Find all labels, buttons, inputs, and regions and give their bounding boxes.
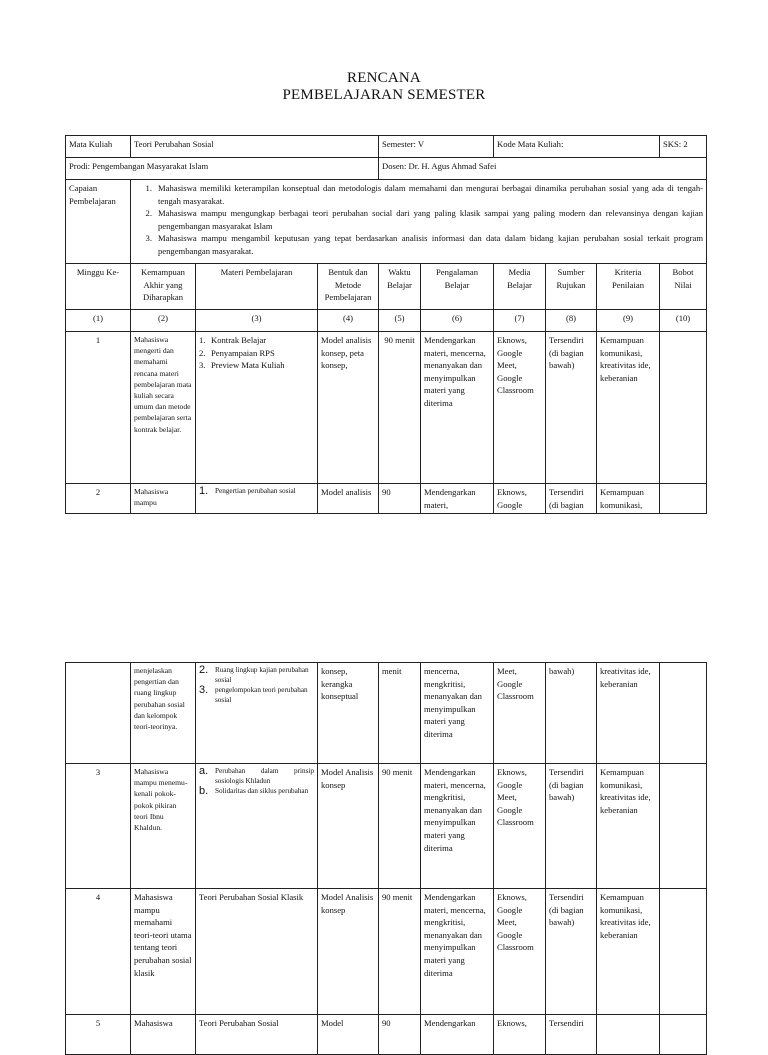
- materi-cell: Teori Perubahan Sosial: [196, 1015, 318, 1055]
- document-title: [0, 70, 768, 104]
- kemampuan-cell: Mahasiswa mengerti dan memahami rencana materi pembelajaran mata kuliah secara umum dan metode pembelajaran serta kontrak belajar.: [131, 332, 196, 484]
- info-row-1: [66, 136, 707, 158]
- media-cell: Meet, Google Classroom: [494, 663, 546, 764]
- title-line-1: RENCANA: [347, 70, 421, 86]
- capaian-list: [134, 182, 703, 258]
- mata-kuliah-value: Teori Perubahan Sosial: [131, 136, 379, 158]
- page-gap: [0, 560, 768, 662]
- kriteria-cell: Kemampuan komunikasi, kreativitas ide, keberanian: [597, 889, 660, 1015]
- rps-table-page-1: [65, 135, 707, 514]
- bobot-cell: [660, 764, 707, 889]
- bobot-cell: [660, 889, 707, 1015]
- pengalaman-cell: Mendengarkan: [421, 1015, 494, 1055]
- dosen-cell: Dosen: Dr. H. Agus Ahmad Safei: [379, 158, 707, 180]
- kriteria-cell: Kemampuan komunikasi, kreativitas ide, keberanian: [597, 764, 660, 889]
- materi-list: [199, 334, 314, 372]
- bentuk-cell: Model analisis: [318, 484, 379, 514]
- kriteria-cell: [597, 1015, 660, 1055]
- header-sumber: Sumber Rujukan: [546, 264, 597, 310]
- capaian-label: Capaian Pembelajaran: [66, 180, 131, 264]
- column-number-row: [66, 310, 707, 332]
- col-number: (9): [597, 310, 660, 332]
- materi-item: 2. Penyampaian RPS: [199, 347, 275, 358]
- rps-table-page-2: [65, 662, 707, 1055]
- materi-item: a. Perubahan dalam prinsip sosiologis Khladun: [199, 765, 314, 785]
- week-row: [66, 332, 707, 484]
- materi-cell: [196, 484, 318, 514]
- kriteria-cell: Kemampuan komunikasi,: [597, 484, 660, 514]
- bentuk-cell: Model analisis konsep, peta konsep,: [318, 332, 379, 484]
- bobot-cell: [660, 663, 707, 764]
- sumber-cell: Tersendiri (di bagian bawah): [546, 764, 597, 889]
- week-row: [66, 484, 707, 514]
- pengalaman-cell: Mendengarkan materi, mencerna, mengkritisi, menanyakan dan menyimpulkan materi yang diterima: [421, 764, 494, 889]
- kriteria-cell: kreativitas ide, keberanian: [597, 663, 660, 764]
- sumber-cell: Tersendiri (di bagian bawah): [546, 889, 597, 1015]
- waktu-cell: 90: [379, 1015, 421, 1055]
- pengalaman-cell: Mendengarkan materi,: [421, 484, 494, 514]
- info-row-2: [66, 158, 707, 180]
- materi-list: [199, 665, 314, 705]
- waktu-cell: 90 menit: [379, 332, 421, 484]
- pengalaman-cell: Mendengarkan materi, mencerna, mengkritisi, menanyakan dan menyimpulkan materi yang diterima: [421, 889, 494, 1015]
- col-number: (3): [196, 310, 318, 332]
- header-kemampuan: Kemampuan Akhir yang Diharapkan: [131, 264, 196, 310]
- materi-item: 3. Preview Mata Kuliah: [199, 360, 285, 371]
- mata-kuliah-label: Mata Kuliah: [66, 136, 131, 158]
- prodi-cell: Prodi: Pengembangan Masyarakat Islam: [66, 158, 379, 180]
- bentuk-cell: Model: [318, 1015, 379, 1055]
- sumber-cell: Tersendiri: [546, 1015, 597, 1055]
- kemampuan-cell: Mahasiswa mampu menemu- kenali pokok-pokok pikiran teori Ibnu Khaldun.: [131, 764, 196, 889]
- header-kriteria: Kriteria Penilaian: [597, 264, 660, 310]
- bentuk-cell: Model Analisis konsep: [318, 764, 379, 889]
- col-number: (8): [546, 310, 597, 332]
- sumber-cell: Tersendiri (di bagian: [546, 484, 597, 514]
- materi-item: 1. Kontrak Belajar: [199, 335, 267, 345]
- header-media: Media Belajar: [494, 264, 546, 310]
- week-number: 2: [66, 484, 131, 514]
- header-bobot: Bobot Nilai: [660, 264, 707, 310]
- kemampuan-cell: menjelaskan pengertian dan ruang lingkup perubahan sosial dan kelompok teori-teorinya.: [131, 663, 196, 764]
- materi-cell: [196, 764, 318, 889]
- capaian-item: 3. Mahasiswa mampu mengambil keputusan yang tepat berdasarkan analisis informasi dan data dalam bidang kajian perubahan sosial terkait program pengembangan masyarakat.: [145, 233, 704, 256]
- media-cell: Eknows, Google Meet, Google Classroom: [494, 332, 546, 484]
- materi-item: b. Solidaritas dan siklus perubahan: [199, 785, 309, 797]
- bentuk-cell: konsep, kerangka konseptual: [318, 663, 379, 764]
- capaian-item: 1. Mahasiswa memiliki keterampilan konseptual dan metodologis dalam memahami dan mengurai berbagai dinamika perubahan sosial yang ada di tengah-tengah masyarakat.: [145, 183, 704, 206]
- week-number: 1: [66, 332, 131, 484]
- sumber-cell: Tersendiri (di bagian bawah): [546, 332, 597, 484]
- materi-cell: [196, 332, 318, 484]
- materi-list: [199, 766, 314, 797]
- waktu-cell: 90 menit: [379, 889, 421, 1015]
- materi-item: 1. Pengertian perubahan sosial: [199, 485, 296, 497]
- waktu-cell: 90: [379, 484, 421, 514]
- materi-cell: [196, 663, 318, 764]
- week-row: [66, 889, 707, 1015]
- col-number: (10): [660, 310, 707, 332]
- document-page-2: [0, 662, 768, 1028]
- bobot-cell: [660, 484, 707, 514]
- kode-mata-kuliah-cell: Kode Mata Kuliah:: [494, 136, 660, 158]
- header-materi: Materi Pembelajaran: [196, 264, 318, 310]
- week-number: [66, 663, 131, 764]
- capaian-content: [131, 180, 707, 264]
- col-number: (1): [66, 310, 131, 332]
- bentuk-cell: Model Analisis konsep: [318, 889, 379, 1015]
- col-number: (5): [379, 310, 421, 332]
- media-cell: Eknows, Google Meet, Google Classroom: [494, 764, 546, 889]
- header-row: [66, 264, 707, 310]
- week-row: [66, 1015, 707, 1055]
- sumber-cell: bawah): [546, 663, 597, 764]
- bobot-cell: [660, 332, 707, 484]
- materi-cell: Teori Perubahan Sosial Klasik: [196, 889, 318, 1015]
- col-number: (4): [318, 310, 379, 332]
- header-pengalaman: Pengalaman Belajar: [421, 264, 494, 310]
- waktu-cell: 90 menit: [379, 764, 421, 889]
- week-row: [66, 764, 707, 889]
- col-number: (7): [494, 310, 546, 332]
- media-cell: Eknows, Google: [494, 484, 546, 514]
- week-number: 3: [66, 764, 131, 889]
- header-minggu: Minggu Ke-: [66, 264, 131, 310]
- capaian-row: [66, 180, 707, 264]
- waktu-cell: menit: [379, 663, 421, 764]
- kemampuan-cell: Mahasiswa mampu memahami teori-teori utama tentang teori perubahan sosial klasik: [131, 889, 196, 1015]
- col-number: (6): [421, 310, 494, 332]
- kriteria-cell: Kemampuan komunikasi, kreativitas ide, keberanian: [597, 332, 660, 484]
- materi-list: [199, 486, 314, 497]
- bobot-cell: [660, 1015, 707, 1055]
- semester-cell: Semester: V: [379, 136, 494, 158]
- media-cell: Eknows, Google Meet, Google Classroom: [494, 889, 546, 1015]
- header-bentuk: Bentuk dan Metode Pembelajaran: [318, 264, 379, 310]
- title-line-2: PEMBELAJARAN SEMESTER: [282, 87, 486, 103]
- kemampuan-cell: Mahasiswa mampu: [131, 484, 196, 514]
- week-number: 4: [66, 889, 131, 1015]
- week-row: [66, 663, 707, 764]
- header-waktu: Waktu Belajar: [379, 264, 421, 310]
- sks-cell: SKS: 2: [660, 136, 707, 158]
- week-number: 5: [66, 1015, 131, 1055]
- kemampuan-cell: Mahasiswa: [131, 1015, 196, 1055]
- media-cell: Eknows,: [494, 1015, 546, 1055]
- pengalaman-cell: Mendengarkan materi, mencerna, menanyakan dan menyimpulkan materi yang diterima: [421, 332, 494, 484]
- capaian-item: 2. Mahasiswa mampu mengungkap berbagai teori perubahan social dari yang paling klasik sampai yang paling modern dan relevansinya dengan kajian pengembangan masyarakat Islam: [145, 208, 704, 231]
- pengalaman-cell: mencerna, mengkritisi, menanyakan dan menyimpulkan materi yang diterima: [421, 663, 494, 764]
- materi-item: 3. pengelompokan teori perubahan sosial: [199, 684, 308, 704]
- materi-item: 2. Ruang lingkup kajian perubahan sosial: [199, 664, 309, 684]
- col-number: (2): [131, 310, 196, 332]
